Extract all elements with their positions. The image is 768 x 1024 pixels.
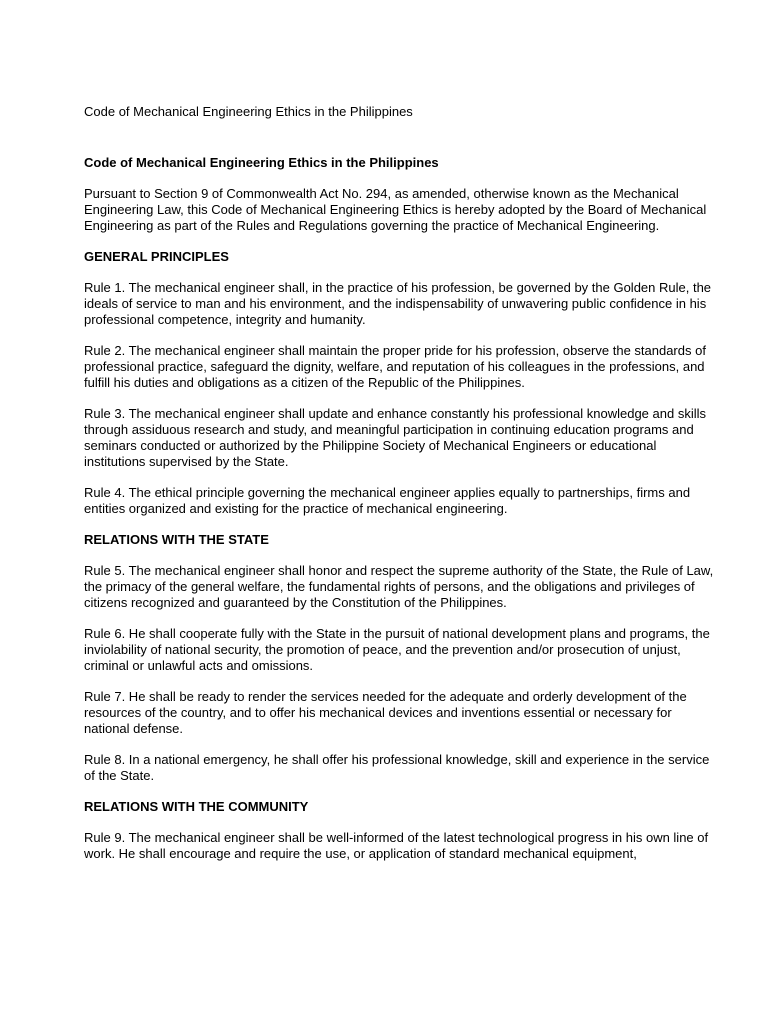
intro-paragraph: Pursuant to Section 9 of Commonwealth Act No. 294, as amended, otherwise known as the Mechanical Engineering Law, this Code of Mechanical Engineering Ethics is hereby adopted by the Board of Mechanical Engineering as part of the Rules and Regulations governing the practice of Mechanical Engineering. <box>84 186 707 233</box>
section-heading-relations-with-state: RELATIONS WITH THE STATE <box>84 532 269 547</box>
rule-7: Rule 7. He shall be ready to render the services needed for the adequate and orderly development of the resources of the country, and to offer his mechanical devices and inventions essential or necessary for national defense. <box>84 689 687 736</box>
rule-3: Rule 3. The mechanical engineer shall update and enhance constantly his professional knowledge and skills through assiduous research and study, and meaningful participation in continuing education programs and seminars conducted or authorized by the Philippine Society of Mechanical Engineers or educational institutions supervised by the State. <box>84 406 706 469</box>
section-heading-general-principles: GENERAL PRINCIPLES <box>84 249 229 264</box>
rule-6: Rule 6. He shall cooperate fully with the State in the pursuit of national development plans and programs, the inviolability of national security, the promotion of peace, and the prevention and/or prosecution of unjust, criminal or unlawful acts and omissions. <box>84 626 710 673</box>
document-title: Code of Mechanical Engineering Ethics in the Philippines <box>84 104 413 119</box>
document-page <box>84 104 720 877</box>
document-heading: Code of Mechanical Engineering Ethics in the Philippines <box>84 155 439 170</box>
section-heading-relations-with-community: RELATIONS WITH THE COMMUNITY <box>84 799 309 814</box>
rule-2: Rule 2. The mechanical engineer shall maintain the proper pride for his profession, observe the standards of professional practice, safeguard the dignity, welfare, and reputation of his colleagues in the professions, and fulfill his duties and obligations as a citizen of the Republic of the Philippines. <box>84 343 706 390</box>
rule-5: Rule 5. The mechanical engineer shall honor and respect the supreme authority of the State, the Rule of Law, the primacy of the general welfare, the fundamental rights of persons, and the obligations and privileges of citizens recognized and guaranteed by the Constitution of the Philippines. <box>84 563 714 610</box>
rule-4: Rule 4. The ethical principle governing the mechanical engineer applies equally to partnerships, firms and entities organized and existing for the practice of mechanical engineering. <box>84 485 691 516</box>
rule-1: Rule 1. The mechanical engineer shall, in the practice of his profession, be governed by the Golden Rule, the ideals of service to man and his environment, and the indispensability of unwavering public confidence in his professional competence, integrity and humanity. <box>84 280 712 327</box>
rule-8: Rule 8. In a national emergency, he shall offer his professional knowledge, skill and experience in the service of the State. <box>84 752 710 783</box>
rule-9: Rule 9. The mechanical engineer shall be well-informed of the latest technological progress in his own line of work. He shall encourage and require the use, or application of standard mechanical equipment, <box>84 830 709 861</box>
